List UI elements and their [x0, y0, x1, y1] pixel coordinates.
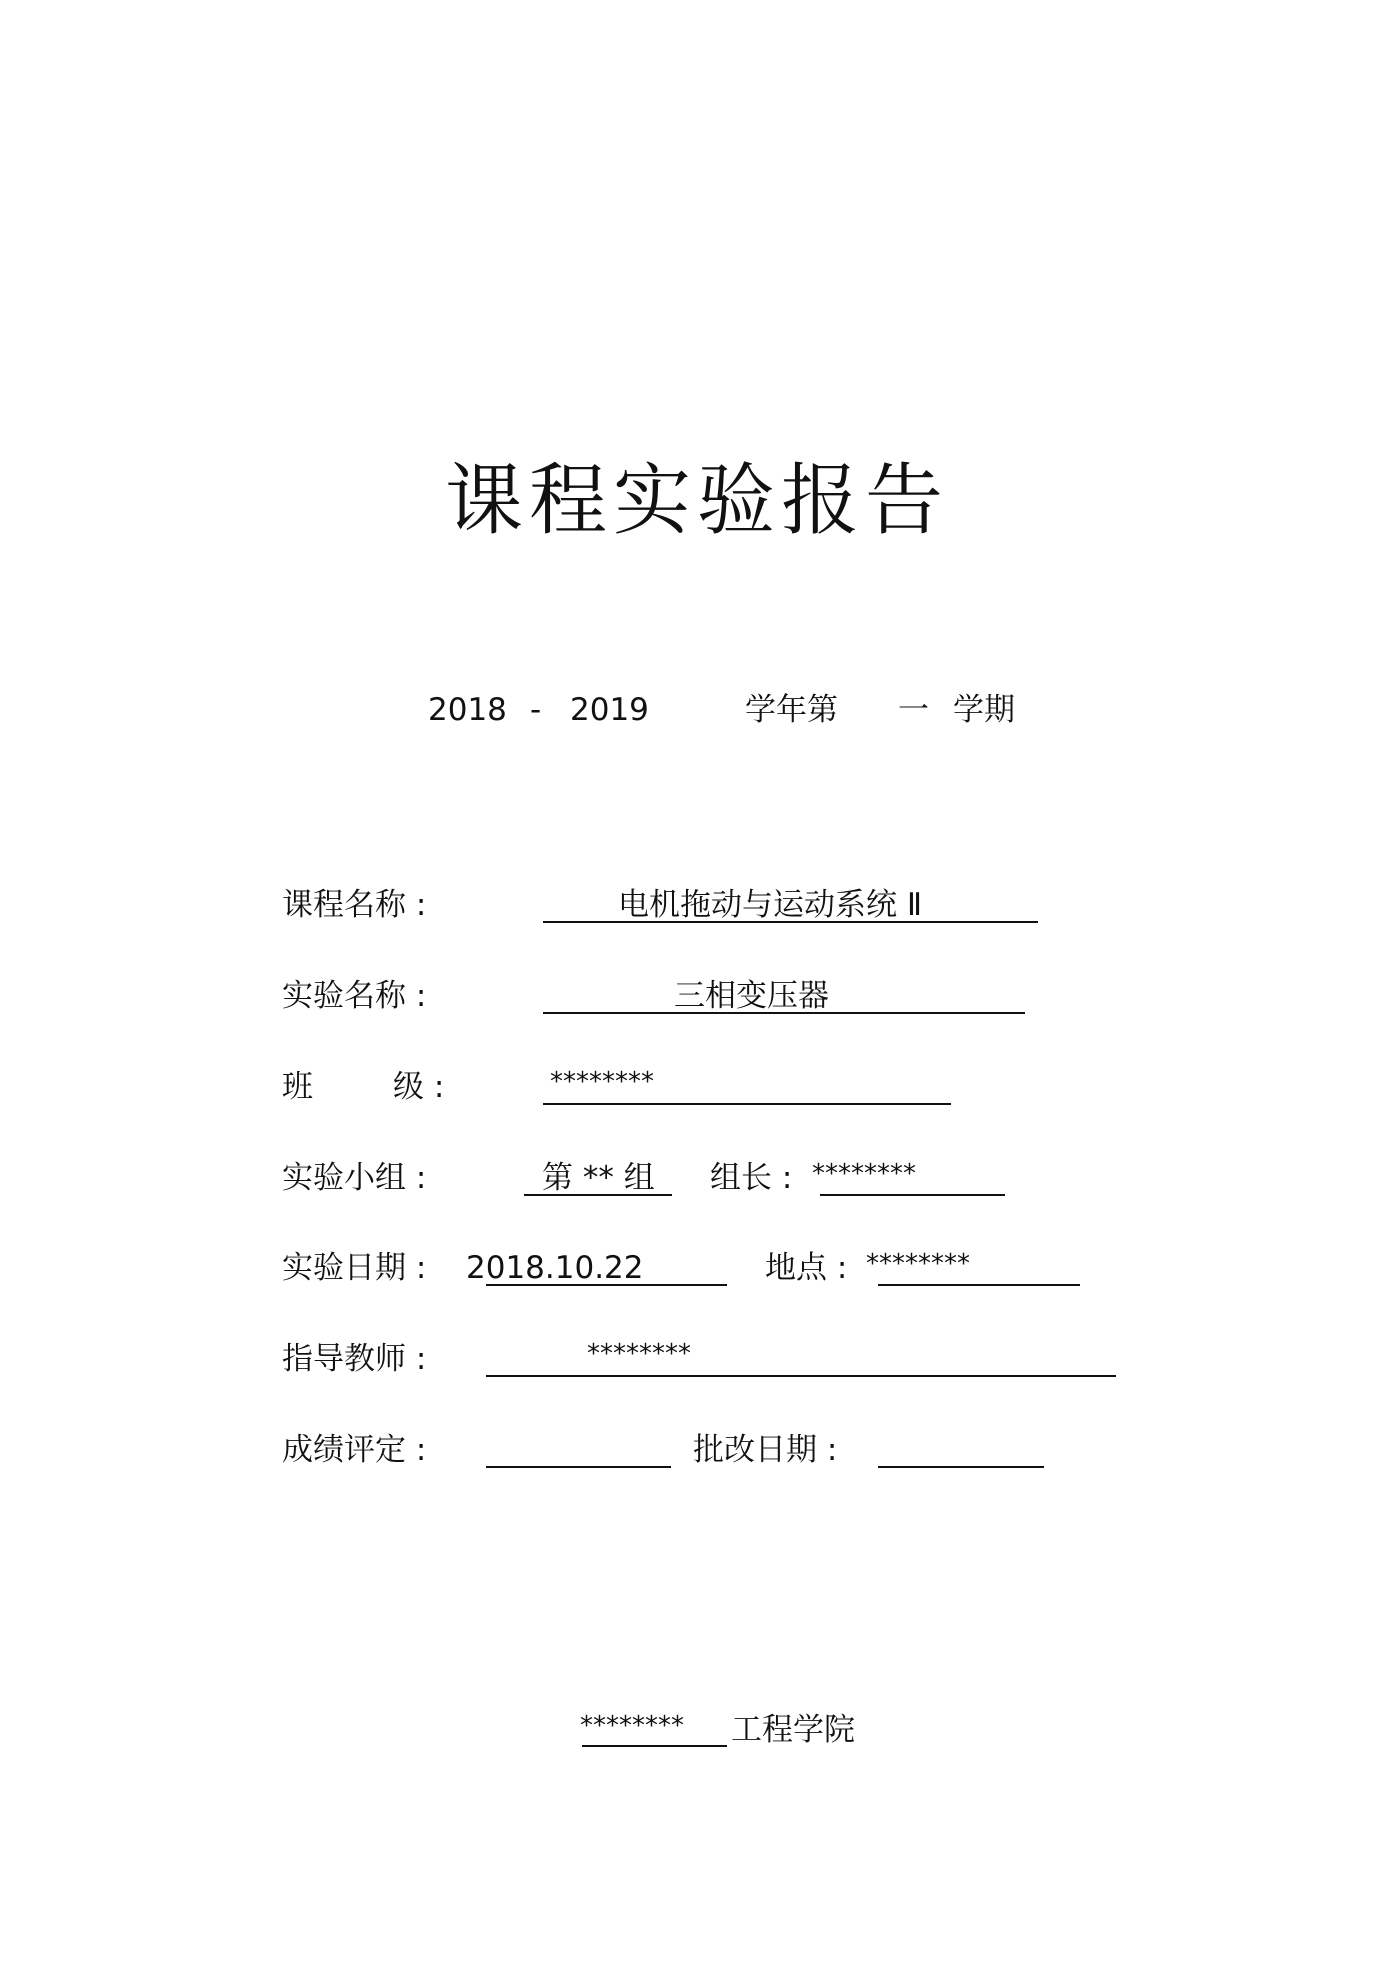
- semester-year-label: 学年第: [745, 692, 838, 728]
- experiment-name-label: 实验名称 :: [282, 978, 427, 1014]
- class-label-1: 班: [282, 1069, 313, 1105]
- date-label: 实验日期 :: [282, 1250, 427, 1286]
- class-label-2: 级 :: [393, 1069, 445, 1105]
- school-suffix: 工程学院: [731, 1712, 855, 1748]
- semester-term: 一: [898, 692, 929, 728]
- class-underline: [543, 1103, 951, 1105]
- year-start: 2018: [428, 692, 507, 728]
- leader-value: ********: [812, 1159, 916, 1189]
- date-value: 2018.10.22: [466, 1250, 644, 1286]
- location-value: ********: [866, 1249, 970, 1279]
- group-label: 实验小组 :: [282, 1160, 427, 1196]
- grade-label: 成绩评定 :: [282, 1432, 427, 1468]
- leader-label: 组长 :: [710, 1160, 793, 1196]
- year-end: 2019: [570, 692, 649, 728]
- year-dash: -: [530, 692, 542, 728]
- leader-underline: [820, 1194, 1005, 1196]
- teacher-value: ********: [587, 1339, 691, 1369]
- review-date-underline: [878, 1466, 1044, 1468]
- page-title: 课程实验报告: [444, 456, 949, 546]
- experiment-name-value: 三相变压器: [674, 978, 829, 1014]
- group-value: 第 ** 组: [542, 1160, 655, 1196]
- teacher-underline: [486, 1375, 1116, 1377]
- review-date-label: 批改日期 :: [693, 1432, 838, 1468]
- location-underline: [878, 1284, 1080, 1286]
- location-label: 地点 :: [765, 1250, 848, 1286]
- grade-underline: [486, 1466, 671, 1468]
- teacher-label: 指导教师 :: [282, 1341, 427, 1377]
- course-name-label: 课程名称 :: [282, 887, 427, 923]
- course-name-value: 电机拖动与运动系统 Ⅱ: [618, 887, 923, 923]
- semester-term-label: 学期: [953, 692, 1015, 728]
- class-value: ********: [550, 1067, 654, 1097]
- school-value: ********: [580, 1711, 684, 1741]
